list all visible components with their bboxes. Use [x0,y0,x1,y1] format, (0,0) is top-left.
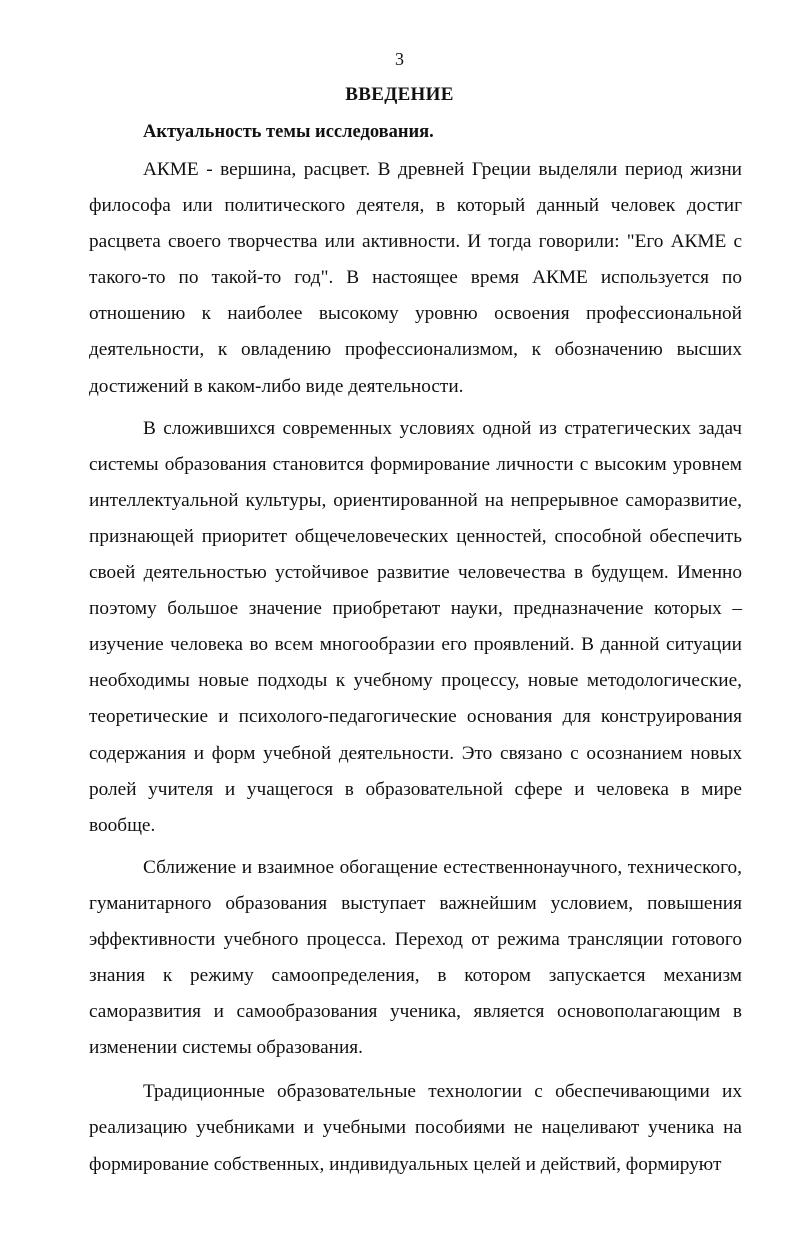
page-number: 3 [395,49,404,69]
paragraph-traditional-technologies: Традиционные образовательные технологии с обеспечивающими их реализацию учебниками и учебными пособиями не нацеливают ученика на формирование собственных, индивидуальных целей и действий, формируют [89,1081,742,1175]
subsection-heading: Актуальность темы исследования. [143,122,434,142]
body-text [89,152,742,1183]
paragraph-acme-definition: АКМЕ - вершина, расцвет. В древней Греции выделяли период жизни философа или политического деятеля, в который данный человек достиг расцвета своего творчества или активности. И тогда говорили: "Его АКМЕ с такого-то по такой-то год". В настоящее время АКМЕ используется по отношению к наиболее высокому уровню освоения профессиональной деятельности, к овладению профессионализмом, к обозначению высших достижений в каком-либо виде деятельности. [89,159,742,397]
paragraph-convergence: Сближение и взаимное обогащение естественнонаучного, технического, гуманитарного образования выступает важнейшим условием, повышения эффективности учебного процесса. Переход от режима трансляции готового знания к режиму самоопределения, в котором запускается механизм саморазвития и самообразования ученика, является основополагающим в изменении системы образования. [89,856,742,1059]
paragraph-education-tasks: В сложившихся современных условиях одной из стратегических задач системы образования становится формирование личности с высоким уровнем интеллектуальной культуры, ориентированной на непрерывное саморазвитие, признающей приоритет общечеловеческих ценностей, способной обеспечить своей деятельностью устойчивое развитие человечества в будущем. Именно поэтому большое значение приобретают науки, предназначение которых – изучение человека во всем многообразии его проявлений. В данной ситуации необходимы новые подходы к учебному процессу, новые методологические, теоретические и психолого-педагогические основания для конструирования содержания и форм учебной деятельности. Это связано с осознанием новых ролей учителя и учащегося в образовательной сфере и человека в мире вообще. [89,417,742,836]
section-title: ВВЕДЕНИЕ [345,84,454,105]
